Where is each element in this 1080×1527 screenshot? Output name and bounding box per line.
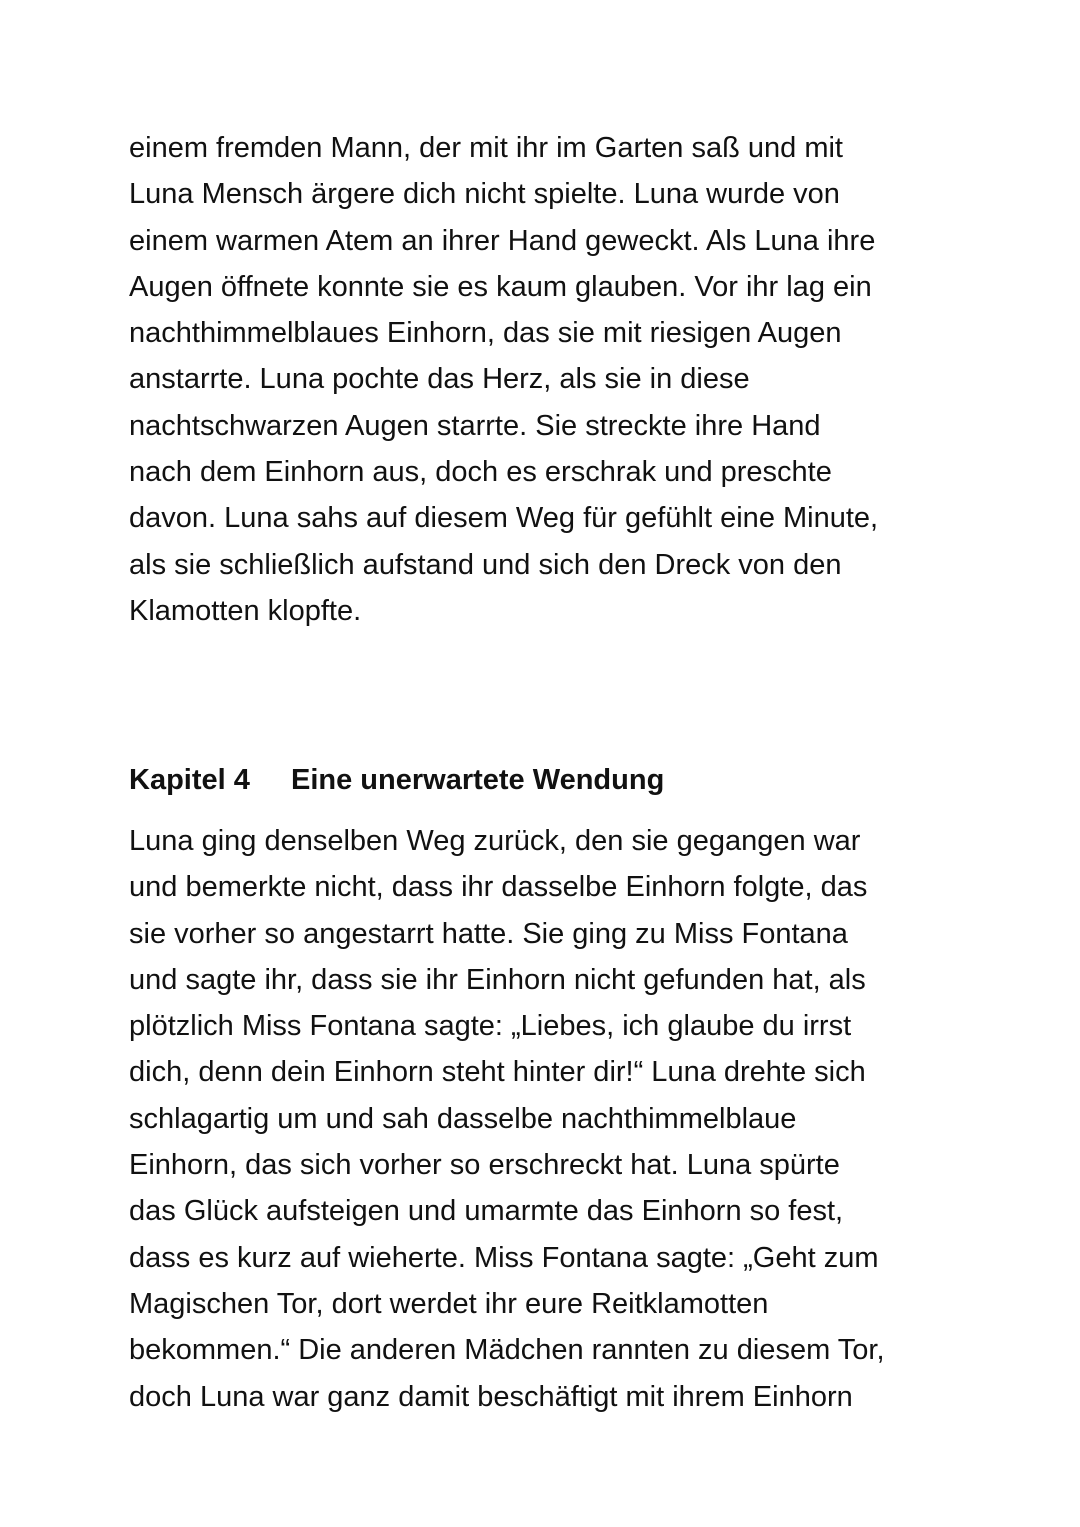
text-line: nachthimmelblaues Einhorn, das sie mit riesigen Augen: [129, 317, 842, 350]
text-line: Luna Mensch ärgere dich nicht spielte. Luna wurde von: [129, 178, 840, 211]
text-line: Klamotten klopfte.: [129, 594, 362, 627]
text-line: plötzlich Miss Fontana sagte: „Liebes, ich glaube du irrst: [129, 1010, 852, 1043]
chapter-title: Eine unerwartete Wendung: [291, 764, 665, 796]
text-line: Einhorn, das sich vorher so erschreckt hat. Luna spürte: [129, 1149, 840, 1182]
text-line: als sie schließlich aufstand und sich den Dreck von den: [129, 548, 842, 581]
text-line: Luna ging denselben Weg zurück, den sie gegangen war: [129, 825, 861, 857]
paragraph-2: [129, 818, 885, 1420]
text-line: bekommen.“ Die anderen Mädchen rannten zu diesem Tor,: [129, 1334, 885, 1367]
text-line: davon. Luna sahs auf diesem Weg für gefühlt eine Minute,: [129, 502, 879, 535]
text-line: einem warmen Atem an ihrer Hand geweckt. Als Luna ihre: [129, 224, 876, 257]
text-line: anstarrte. Luna pochte das Herz, als sie in diese: [129, 363, 750, 396]
text-line: das Glück aufsteigen und umarmte das Einhorn so fest,: [129, 1195, 844, 1228]
text-line: sie vorher so angestarrt hatte. Sie ging zu Miss Fontana: [129, 917, 848, 950]
text-line: schlagartig um und sah dasselbe nachthimmelblaue: [129, 1102, 797, 1135]
text-line: einem fremden Mann, der mit ihr im Garten saß und mit: [129, 132, 843, 164]
text-line: und sagte ihr, dass sie ihr Einhorn nicht gefunden hat, als: [129, 963, 866, 996]
text-line: dich, denn dein Einhorn steht hinter dir!“ Luna drehte sich: [129, 1056, 866, 1089]
chapter-number: Kapitel 4: [129, 764, 250, 796]
text-line: doch Luna war ganz damit beschäftigt mit ihrem Einhorn: [129, 1380, 853, 1413]
paragraph-1: [129, 125, 959, 634]
text-line: nach dem Einhorn aus, doch es erschrak und preschte: [129, 456, 832, 489]
text-line: nachtschwarzen Augen starrte. Sie streckte ihre Hand: [129, 409, 821, 442]
chapter-heading: [129, 757, 664, 803]
text-line: und bemerkte nicht, dass ihr dasselbe Einhorn folgte, das: [129, 871, 868, 904]
text-line: Augen öffnete konnte sie es kaum glauben. Vor ihr lag ein: [129, 270, 872, 303]
document-page: [129, 125, 959, 1413]
text-line: dass es kurz auf wieherte. Miss Fontana sagte: „Geht zum: [129, 1241, 879, 1274]
text-line: Magischen Tor, dort werdet ihr eure Reitklamotten: [129, 1287, 769, 1320]
